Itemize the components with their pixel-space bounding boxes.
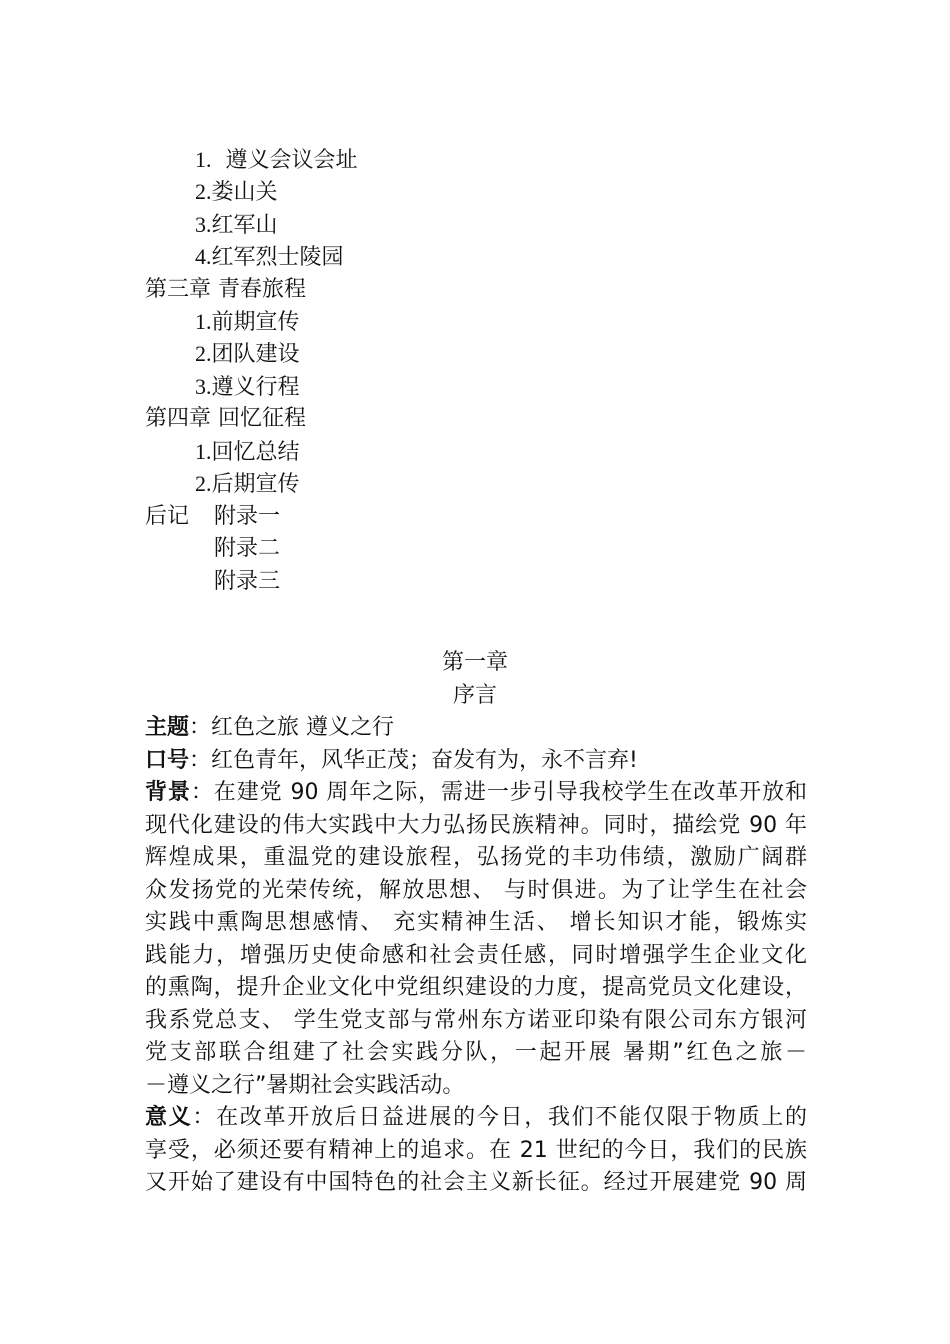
toc-chapter-4: 第四章 回忆征程 [145, 406, 306, 431]
toc-item-ch2-4: 4.红军烈士陵园 [195, 244, 344, 270]
toc-appendix-3: 附录三 [214, 569, 281, 594]
slogan-label: 口号 [145, 748, 190, 773]
toc-appendix-2: 附录二 [214, 536, 281, 561]
meaning-line: 又开始了建设有中国特色的社会主义新长征。经过开展建党 90 周 [145, 1170, 807, 1195]
toc-item-ch3-2: 2.团队建设 [195, 341, 300, 367]
toc-item-ch3-3: 3.遵义行程 [195, 374, 300, 400]
slogan-line [145, 746, 807, 776]
toc-item-ch4-1: 1.回忆总结 [195, 439, 300, 465]
theme-line [145, 713, 807, 743]
slogan-text: ：红色青年，风华正茂；奋发有为，永不言弃! [189, 748, 638, 773]
theme-label: 主题 [145, 715, 190, 740]
background-line: 现代化建设的伟大实践中大力弘扬民族精神。同时，描绘党 90 年 [145, 813, 807, 838]
toc-item-ch4-2: 2.后期宣传 [195, 471, 300, 497]
toc-item-ch3-1: 1.前期宣传 [195, 309, 300, 335]
background-line: 实践中熏陶思想感情、 充实精神生活、 增长知识才能，锻炼实 [145, 910, 807, 935]
meaning-line: 意义：在改革开放后日益进展的今日，我们不能仅限于物质上的 [145, 1105, 807, 1130]
background-label: 背景 [145, 780, 191, 805]
toc-postscript: 后记 [145, 504, 190, 529]
theme-text: ：红色之旅 遵义之行 [189, 715, 395, 740]
background-line: 党支部联合组建了社会实践分队，一起开展 暑期”红色之旅－ [145, 1040, 807, 1065]
background-line: 众发扬党的光荣传统，解放思想、 与时俱进。为了让学生在社会 [145, 878, 807, 903]
background-line: 的熏陶，提升企业文化中党组织建设的力度，提高党员文化建设， [145, 975, 807, 1000]
background-line: 践能力，增强历史使命感和社会责任感，同时增强学生企业文化 [145, 943, 807, 968]
meaning-label: 意义 [145, 1105, 193, 1130]
background-line: 我系党总支、 学生党支部与常州东方诺亚印染有限公司东方银河 [145, 1008, 807, 1033]
toc-item-ch2-1: 1. 遵义会议会址 [195, 147, 358, 173]
toc-chapter-3: 第三章 青春旅程 [145, 277, 306, 302]
toc-item-ch2-3: 3.红军山 [195, 212, 278, 238]
toc-appendix-1: 附录一 [214, 504, 281, 529]
background-line: －遵义之行”暑期社会实践活动。 [145, 1073, 465, 1098]
background-line: 背景：在建党 90 周年之际，需进一步引导我校学生在改革开放和 [145, 780, 807, 805]
chapter-number: 第一章 [441, 650, 508, 675]
meaning-line: 享受，必须还要有精神上的追求。在 21 世纪的今日，我们的民族 [145, 1138, 807, 1163]
chapter-title: 序言 [452, 683, 497, 708]
toc-item-ch2-2: 2.娄山关 [195, 179, 278, 205]
background-line: 辉煌成果，重温党的建设旅程，弘扬党的丰功伟绩，激励广阔群 [145, 845, 807, 870]
